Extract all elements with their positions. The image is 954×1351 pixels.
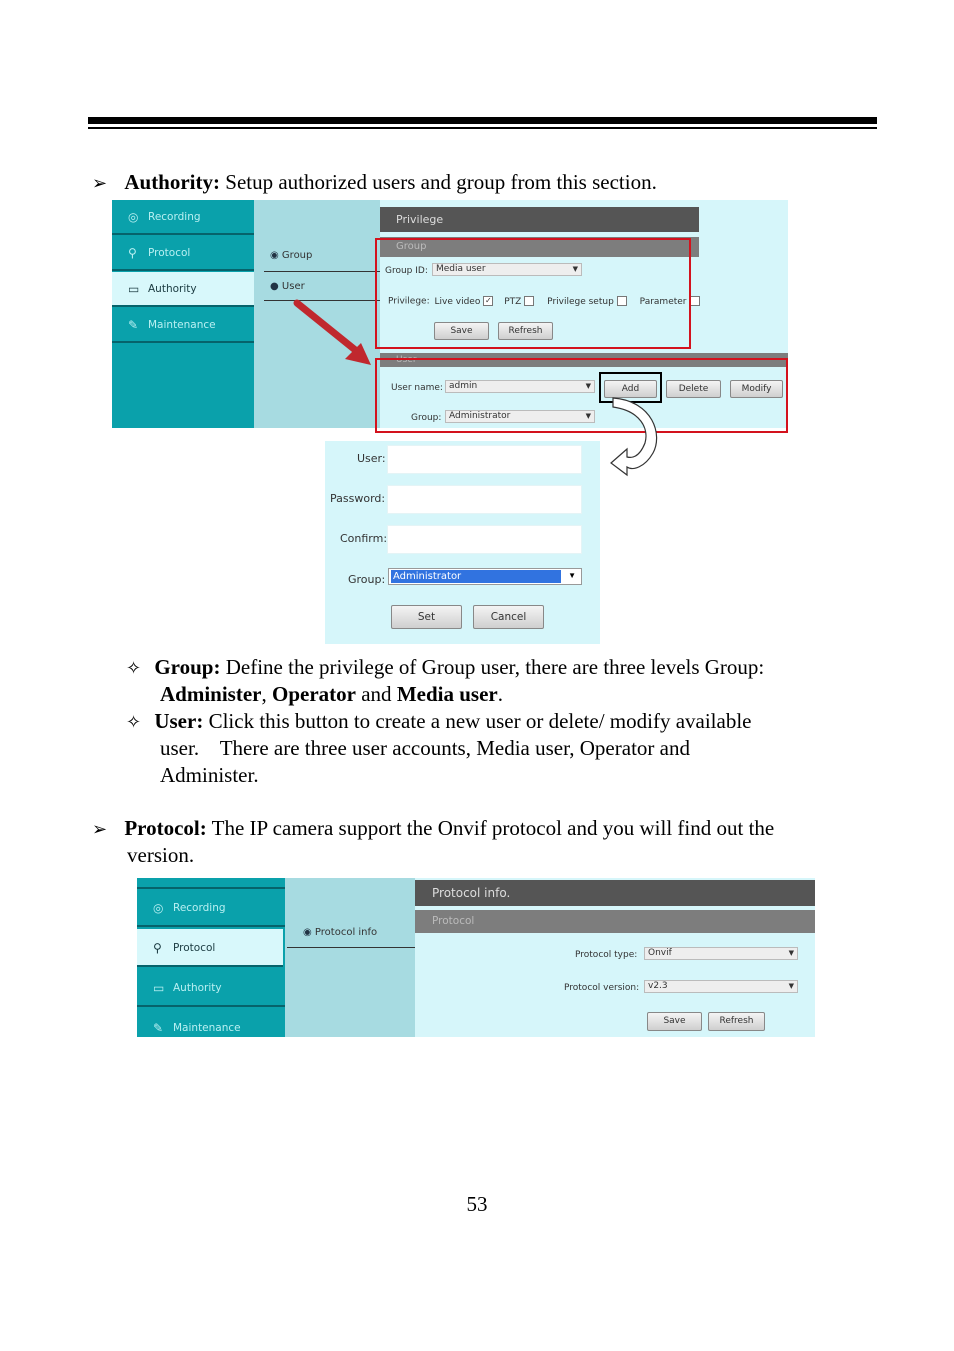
user-bullet bbox=[126, 708, 751, 736]
sidebar-item-protocol[interactable] bbox=[112, 236, 254, 271]
user-name-label: User name: bbox=[391, 383, 443, 393]
arrow-bullet-icon: ➢ bbox=[92, 173, 108, 193]
user-name-value: admin bbox=[449, 381, 478, 391]
sidebar-item-label: Recording bbox=[148, 211, 201, 223]
authority-paragraph bbox=[92, 169, 657, 197]
chevron-down-icon: ▼ bbox=[568, 571, 576, 580]
protocol-version-label: Protocol version: bbox=[564, 983, 640, 993]
sidebar bbox=[112, 200, 254, 428]
delete-button[interactable]: Delete bbox=[666, 380, 721, 398]
chevron-down-icon: ▼ bbox=[585, 382, 591, 390]
nav-divider bbox=[287, 947, 415, 948]
add-user-dialog bbox=[325, 441, 600, 644]
group-value: Administrator bbox=[449, 411, 511, 421]
privilege-setup: Privilege setup bbox=[547, 296, 614, 307]
star-bullet-icon: ✧ bbox=[126, 658, 142, 678]
user-text-2: user. There are three user accounts, Media user, Operator and bbox=[160, 736, 690, 760]
wrench-icon: ✎ bbox=[153, 1021, 164, 1035]
protocol-type-select[interactable] bbox=[644, 947, 798, 960]
group-id-label: Group ID: bbox=[385, 266, 428, 276]
modify-button[interactable]: Modify bbox=[730, 380, 783, 398]
dialog-group-label: Group: bbox=[348, 573, 386, 586]
protocol-subheader: Protocol bbox=[415, 910, 815, 933]
sidebar-item-authority[interactable] bbox=[112, 272, 254, 307]
dialog-confirm-label: Confirm: bbox=[340, 532, 388, 545]
group-bullet bbox=[126, 654, 764, 682]
protocol-icon: ⚲ bbox=[128, 246, 137, 260]
sidebar-item-maintenance[interactable] bbox=[137, 1009, 285, 1037]
nav-item-protocol-info[interactable] bbox=[303, 927, 377, 938]
authority-screenshot bbox=[112, 200, 788, 428]
sidebar-item-recording[interactable] bbox=[112, 200, 254, 235]
privilege-live-video: Live video bbox=[434, 296, 481, 307]
sidebar-item-maintenance[interactable] bbox=[112, 308, 254, 343]
sidebar-item-label: Authority bbox=[148, 283, 197, 295]
nav-protocol-label: Protocol info bbox=[314, 927, 378, 938]
privilege-parameter: Parameter bbox=[639, 296, 687, 307]
protocol-type-label: Protocol type: bbox=[575, 950, 638, 960]
protocol-text-1: The IP camera support the Onvif protocol and you will find out the bbox=[206, 816, 775, 840]
header-rule-thick bbox=[88, 117, 877, 124]
nav-group-label: Group bbox=[281, 250, 313, 261]
protocol-heading: Protocol: bbox=[124, 816, 207, 840]
user-heading: User: bbox=[154, 709, 204, 733]
wrench-icon: ✎ bbox=[128, 318, 139, 332]
sidebar-item-label: Maintenance bbox=[173, 1022, 241, 1034]
star-bullet-icon: ✧ bbox=[126, 712, 142, 732]
sidebar-item-label: Protocol bbox=[173, 942, 216, 954]
monitor-icon: ▭ bbox=[153, 981, 165, 995]
recording-icon: ◎ bbox=[153, 901, 164, 915]
refresh-button[interactable]: Refresh bbox=[498, 322, 553, 340]
chevron-down-icon: ▼ bbox=[788, 982, 794, 990]
refresh-button[interactable]: Refresh bbox=[708, 1012, 765, 1031]
group-levels bbox=[160, 681, 503, 708]
radio-icon: ◉ bbox=[303, 927, 312, 938]
protocol-paragraph bbox=[92, 815, 774, 843]
privilege-label: Privilege: bbox=[388, 296, 430, 307]
protocol-type-value: Onvif bbox=[648, 948, 672, 958]
user-subheader: User bbox=[380, 353, 788, 367]
nav-user-label: User bbox=[281, 281, 305, 292]
checkbox-live-video[interactable]: ✓ bbox=[484, 296, 492, 305]
cancel-button[interactable]: Cancel bbox=[473, 605, 544, 629]
dot-icon: ● bbox=[270, 281, 279, 292]
sidebar-item-label: Protocol bbox=[148, 247, 191, 259]
highlight-group-box bbox=[375, 238, 691, 349]
user-text-1: Click this button to create a new user or delete/ modify available bbox=[203, 709, 752, 733]
dialog-user-label: User: bbox=[357, 452, 386, 465]
level-media-user: Media user bbox=[396, 682, 498, 706]
password-input[interactable] bbox=[387, 485, 582, 514]
privilege-title: Privilege bbox=[380, 207, 699, 232]
sidebar-item-protocol[interactable] bbox=[137, 929, 283, 967]
protocol-version-value: v2.3 bbox=[648, 981, 668, 991]
dialog-password-label: Password: bbox=[330, 492, 386, 505]
level-administer: Administer bbox=[160, 682, 262, 706]
confirm-input[interactable] bbox=[387, 525, 582, 554]
dialog-group-select[interactable] bbox=[388, 568, 582, 585]
nav-item-user[interactable] bbox=[270, 281, 305, 292]
sidebar-item-label: Authority bbox=[173, 982, 222, 994]
header-rule-thin bbox=[88, 127, 877, 129]
chevron-down-icon: ▼ bbox=[585, 412, 591, 420]
sidebar bbox=[137, 878, 285, 1037]
user-text-3: Administer. bbox=[160, 763, 259, 787]
sidebar-item-label: Maintenance bbox=[148, 319, 216, 331]
group-label: Group: bbox=[411, 413, 442, 423]
sidebar-item-recording[interactable] bbox=[137, 889, 285, 927]
arrow-bullet-icon: ➢ bbox=[92, 819, 108, 839]
save-button[interactable]: Save bbox=[647, 1012, 702, 1031]
set-button[interactable]: Set bbox=[391, 605, 462, 629]
group-id-value: Media user bbox=[436, 264, 486, 274]
sub-nav bbox=[285, 878, 415, 1037]
save-button[interactable]: Save bbox=[434, 322, 489, 340]
sep: , bbox=[261, 682, 272, 706]
sep: . bbox=[497, 682, 503, 706]
protocol-info-title: Protocol info. bbox=[415, 880, 815, 906]
protocol-icon: ⚲ bbox=[153, 941, 162, 955]
privilege-ptz: PTZ bbox=[504, 296, 522, 307]
checkbox-parameter[interactable] bbox=[690, 296, 700, 306]
protocol-screenshot bbox=[137, 878, 815, 1037]
user-input[interactable] bbox=[387, 445, 582, 474]
group-heading: Group: bbox=[154, 655, 221, 679]
authority-text: Setup authorized users and group from this section. bbox=[220, 170, 657, 194]
nav-divider bbox=[264, 271, 380, 272]
level-operator: Operator bbox=[272, 682, 356, 706]
group-subheader: Group bbox=[380, 237, 699, 257]
chevron-down-icon: ▼ bbox=[788, 949, 794, 957]
protocol-text-2: version. bbox=[127, 843, 195, 867]
sep: and bbox=[355, 682, 397, 706]
add-button[interactable]: Add bbox=[604, 380, 657, 398]
monitor-icon: ▭ bbox=[128, 282, 140, 296]
dialog-group-value: Administrator bbox=[391, 570, 561, 583]
protocol-version-select[interactable] bbox=[644, 980, 798, 993]
curved-arrow-icon bbox=[605, 395, 665, 490]
sidebar-item-authority[interactable] bbox=[137, 969, 285, 1007]
recording-icon: ◎ bbox=[128, 210, 139, 224]
nav-item-group[interactable] bbox=[270, 250, 312, 261]
page-number: 53 bbox=[466, 1192, 488, 1216]
highlight-user-box bbox=[375, 358, 788, 433]
chevron-down-icon: ▼ bbox=[572, 265, 578, 273]
group-text: Define the privilege of Group user, there are three levels Group: bbox=[220, 655, 765, 679]
radio-icon: ◉ bbox=[270, 250, 279, 261]
red-arrow-icon bbox=[287, 295, 387, 375]
authority-heading: Authority: bbox=[124, 170, 221, 194]
sidebar-item-label: Recording bbox=[173, 902, 226, 914]
